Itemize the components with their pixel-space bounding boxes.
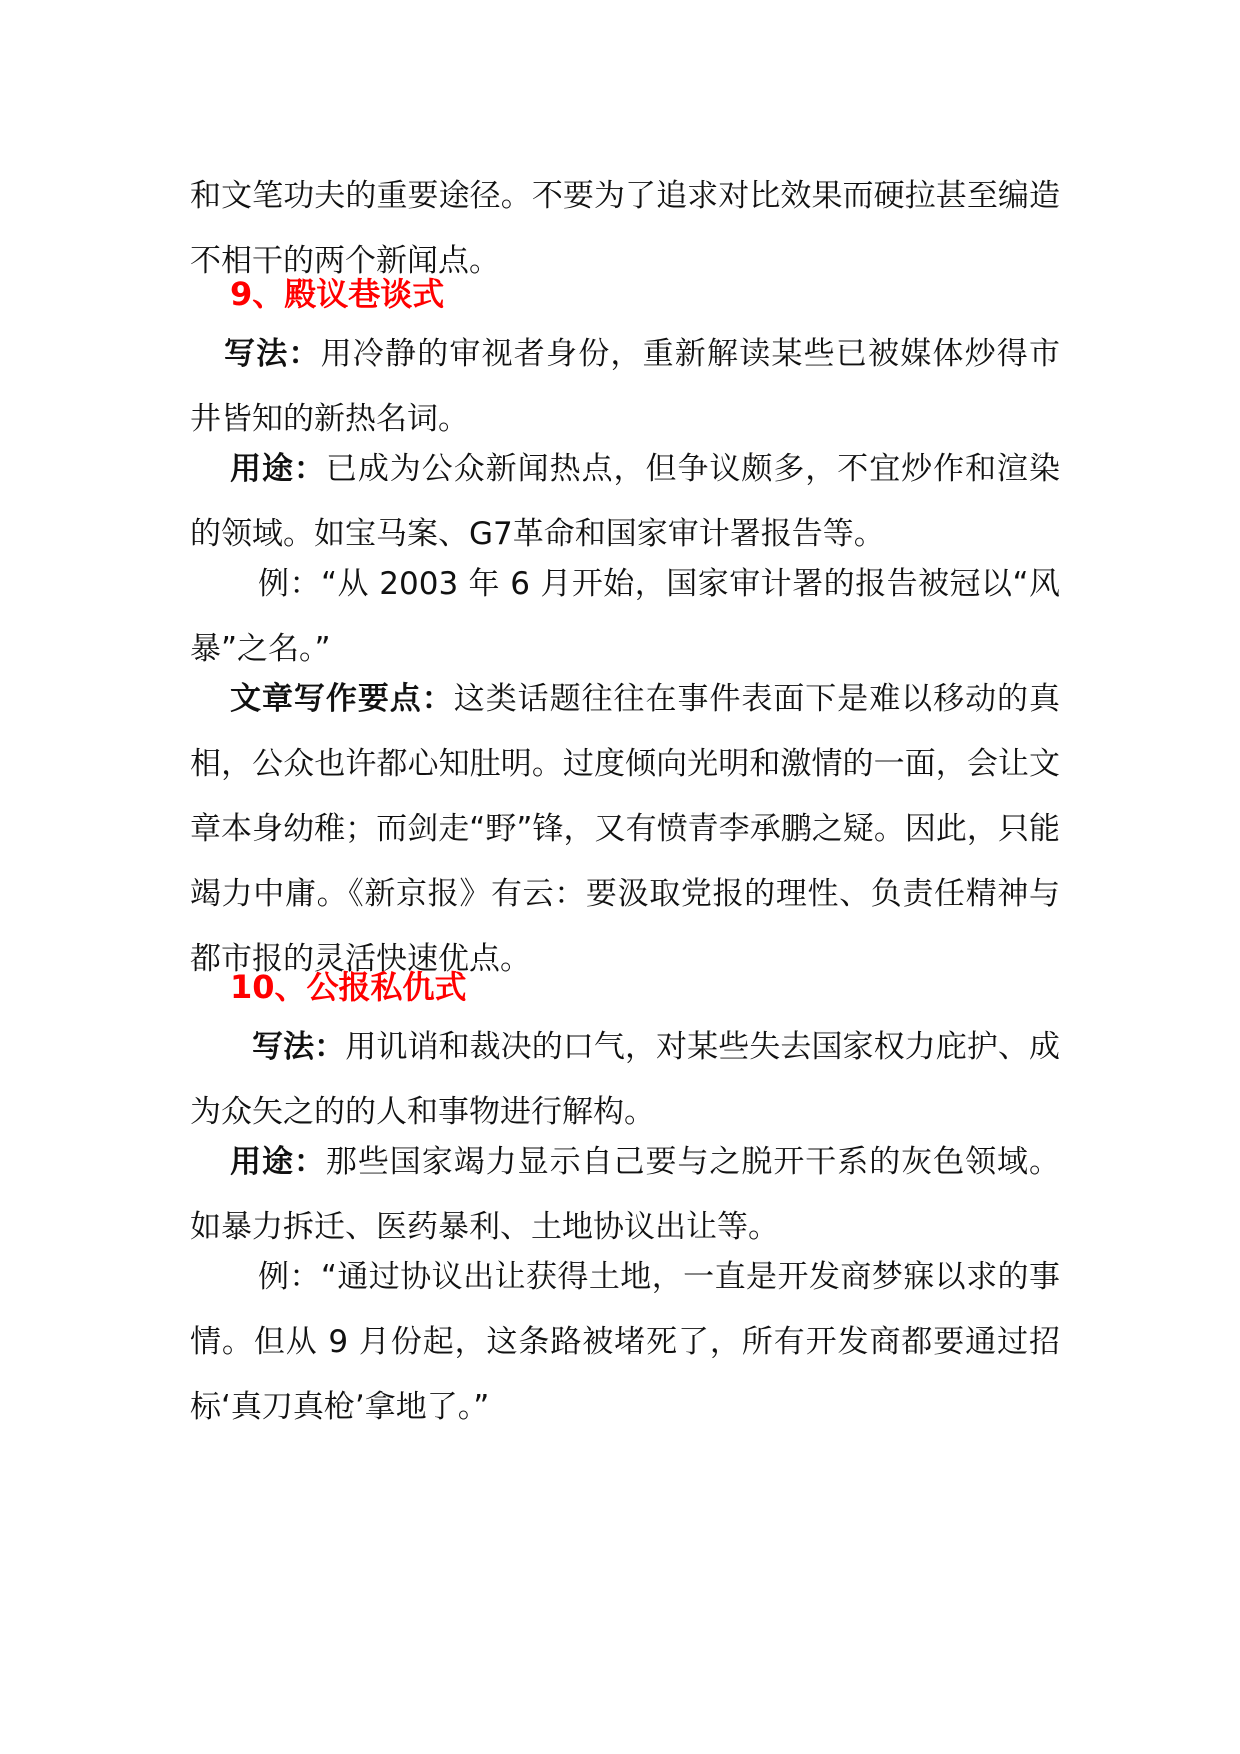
label-writing-method: 写法： [224,336,321,372]
label-usage: 用途： [230,451,326,487]
section-heading-10: 10、公报私仇式 [230,968,467,1006]
paragraph-writing-method-9: 写法：用冷静的审视者身份，重新解读某些已被媒体炒得市井皆知的新热名词。 [190,336,1061,437]
label-writing-method: 写法： [252,1029,346,1065]
paragraph-writing-points-9: 文章写作要点：这类话题往往在事件表面下是难以移动的真相，公众也许都心知肚明。过度倾向光明和激情的一面，会让文章本身幼稚；而剑走“野”锋，又有愤青李承鹏之疑。因此，只能竭力中庸。《新京报》有云：要汲取党报的理性、负责任精神与都市报的灵活快速优点。 [190,681,1061,977]
paragraph-example-10: 例：“通过协议出让获得土地，一直是开发商梦寐以求的事情。但从 9 月份起，这条路被堵死了，所有开发商都要通过招标‘真刀真枪’拿地了。” [190,1259,1060,1425]
paragraph-writing-method-10: 写法：用讥诮和裁决的口气，对某些失去国家权力庇护、成为众矢之的的人和事物进行解构。 [190,1029,1061,1130]
paragraph-example-9: 例：“从 2003 年 6 月开始，国家审计署的报告被冠以“风暴”之名。” [190,566,1060,667]
paragraph-usage-9: 用途：已成为公众新闻热点，但争议颇多，不宜炒作和渲染的领域。如宝马案、G7革命和国家审计署报告等。 [190,451,1061,552]
label-writing-points: 文章写作要点： [230,681,454,717]
label-usage: 用途： [230,1144,326,1180]
section-heading-9: 9、殿议巷谈式 [230,275,445,313]
paragraph-continuation: 和文笔功夫的重要途径。不要为了追求对比效果而硬拉甚至编造不相干的两个新闻点。 [190,178,1060,279]
paragraph-usage-10: 用途：那些国家竭力显示自己要与之脱开干系的灰色领域。如暴力拆迁、医药暴利、土地协议出让等。 [190,1144,1061,1245]
